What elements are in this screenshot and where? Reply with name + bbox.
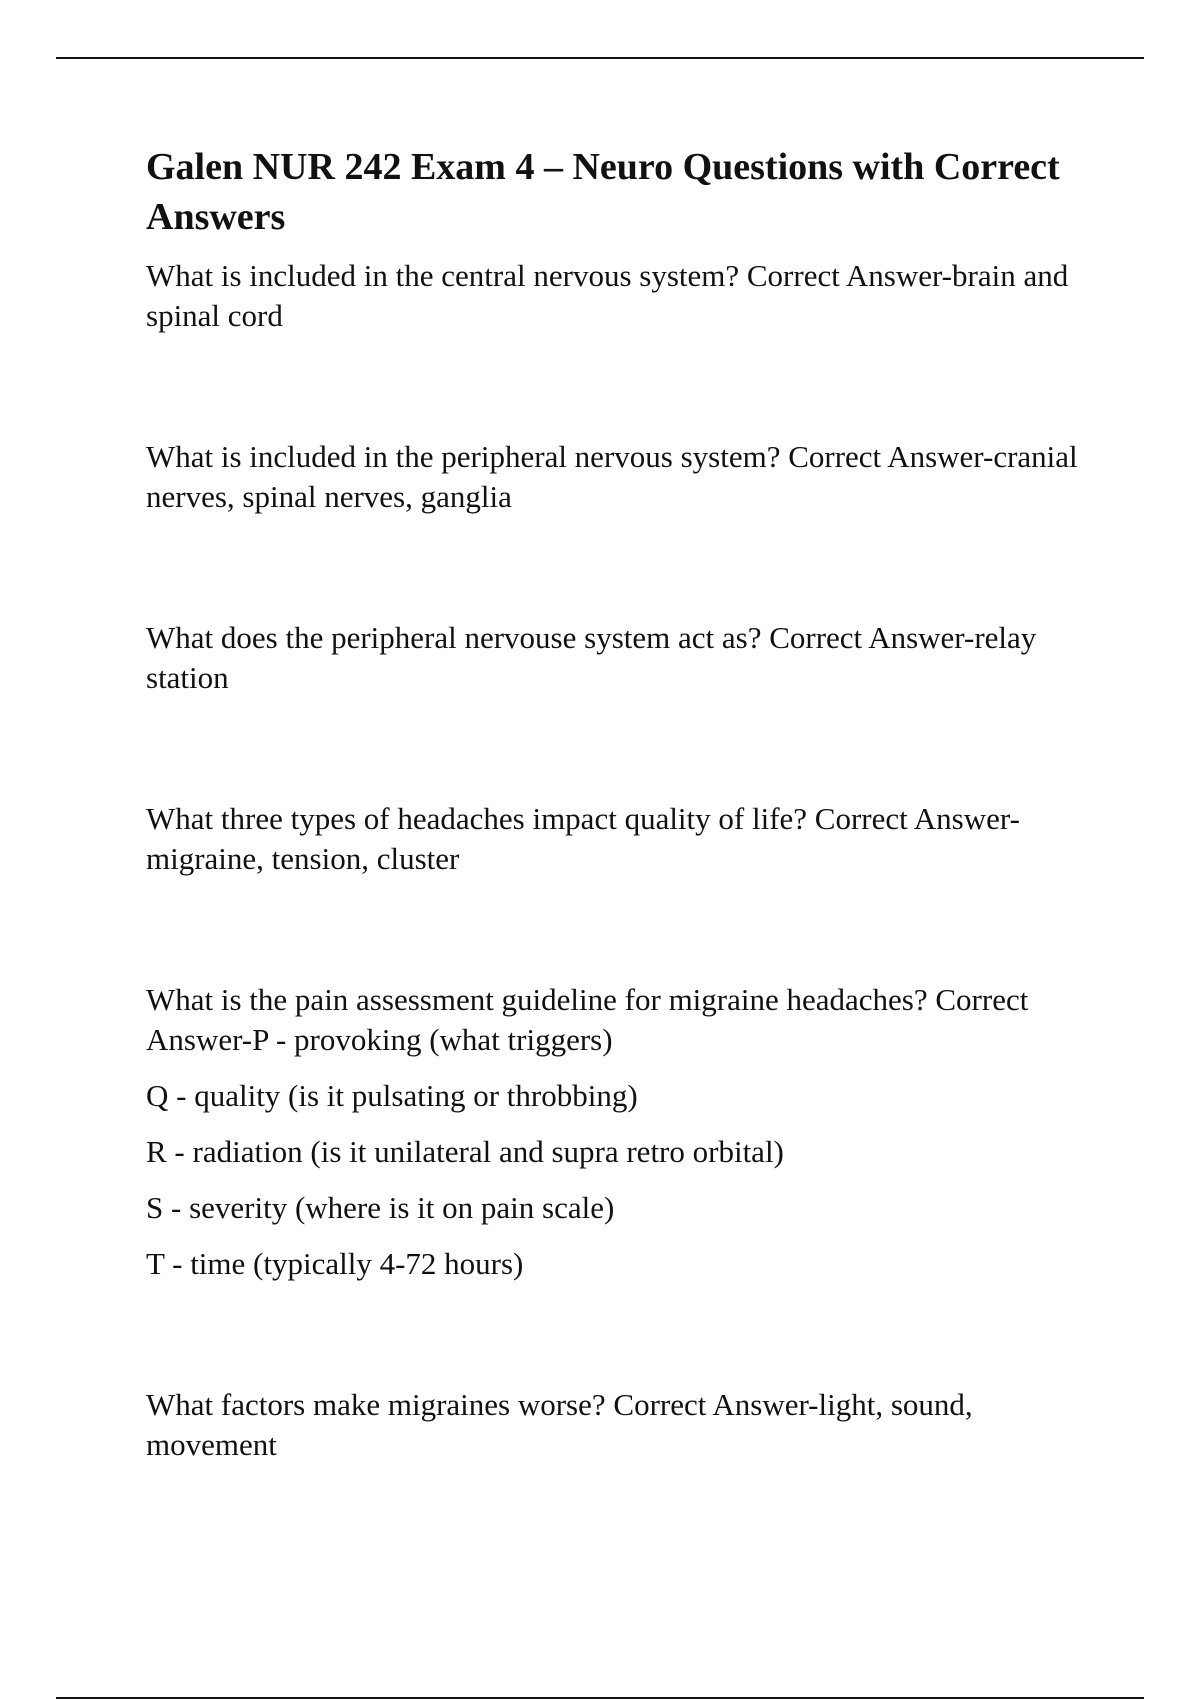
document-title: Galen NUR 242 Exam 4 – Neuro Questions with Correct Answers xyxy=(146,146,1060,238)
pqrst-radiation: R - radiation (is it unilateral and supra retro orbital) xyxy=(146,1134,784,1169)
pqrst-quality: Q - quality (is it pulsating or throbbing) xyxy=(146,1078,638,1113)
top-rule xyxy=(56,57,1144,59)
bottom-rule xyxy=(56,1697,1144,1699)
pqrst-time: T - time (typically 4-72 hours) xyxy=(146,1246,524,1281)
qa-item-pns: What is included in the peripheral nervous system? Correct Answer-cranial nerves, spinal nerves, ganglia xyxy=(146,439,1078,514)
pqrst-severity: S - severity (where is it on pain scale) xyxy=(146,1190,615,1225)
document-body xyxy=(146,142,1086,1465)
qa-item-pain-assessment: What is the pain assessment guideline for migraine headaches? Correct Answer-P - provoking (what triggers) xyxy=(146,982,1029,1057)
qa-item-headache-types: What three types of headaches impact quality of life? Correct Answer-migraine, tension, cluster xyxy=(146,801,1020,876)
qa-item-cns: What is included in the central nervous system? Correct Answer-brain and spinal cord xyxy=(146,258,1069,333)
qa-item-pns-role: What does the peripheral nervouse system act as? Correct Answer-relay station xyxy=(146,620,1037,695)
qa-item-migraine-factors: What factors make migraines worse? Correct Answer-light, sound, movement xyxy=(146,1387,973,1462)
